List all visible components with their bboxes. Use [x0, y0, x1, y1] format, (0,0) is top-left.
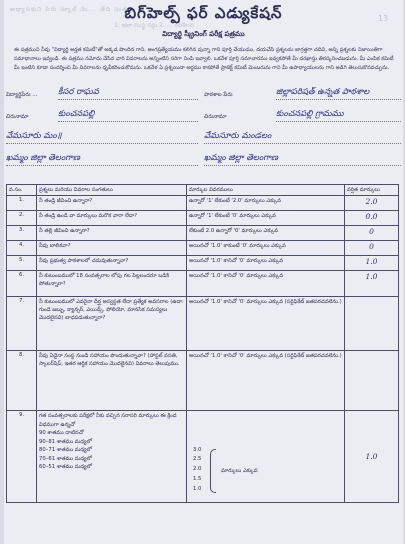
table-row [7, 271, 399, 297]
school-address-label: చిరునామా [204, 114, 227, 120]
row-number: 4. [7, 241, 37, 256]
grade-band: 90 శాతము దాటినచో [39, 430, 84, 436]
table-row [7, 226, 399, 241]
table-row [7, 211, 399, 226]
col-header-question: ప్రశ్నలు మరియు వివరాల సంగతులు [37, 185, 187, 196]
form-row-mandal [6, 131, 401, 146]
scale-value: 3.0 [193, 447, 202, 453]
row-question: నీ తల్లి జీవించి ఉన్నారా? [37, 226, 187, 241]
school-district-value[interactable]: ఖమ్మం జిల్లా తెలంగాణ [204, 153, 401, 166]
row-marks-rule: అయినచో '1.0' కానిచో '0' మార్కులు ఎక్కువ (సర్టిఫికేట్‌ జతపరచవలెను.) [187, 297, 345, 351]
student-details-form [6, 86, 401, 184]
bleed-number: 13 [378, 14, 389, 23]
address-label: చిరునామా [6, 114, 29, 120]
row-question: నీ తండ్రి జీవించి ఉన్నారా? [37, 196, 187, 211]
scale-value: 2.5 [193, 456, 202, 462]
row-marks-rule: ఉన్నారో '1' లేకుంటే '2.0' మార్కులు ఎక్కువ [187, 196, 345, 211]
grade-band: 90–81 శాతము మధ్యలో [39, 438, 92, 445]
bleed-line-2: 1. ఇలా సంస్థ రద్దు 2. ... పరిశీలన [114, 22, 194, 29]
school-name-label: పాఠశాల పేరు [204, 92, 233, 98]
row-question: నీ తండ్రి ఉండి వా మార్కులు మరొక వారా లేదా? [37, 211, 187, 226]
row-question: నీవు ప్రభుత్వ పాఠశాలలో చదువుతున్నావా? [37, 256, 187, 271]
grade-band: 60–51 శాతము మధ్యలో [39, 464, 92, 470]
row-marks-rule: అయినచో '1.0' కానిచో '0' మార్కులు ఎక్కువ (సర్టిఫికేట్‌ జతపరచవలెను.) [187, 351, 345, 411]
table-row [7, 411, 399, 503]
row-question [37, 411, 187, 503]
document-sheet [4, 0, 403, 544]
row-score[interactable]: 1.0 [345, 411, 399, 503]
row-question: నీ కుటుంబములో ఎవరైనా దీర్ఘ అస్వస్థత లేదా ప్రత్యేక అవసరాల (ఉదా: గుండె జబ్బు, క్యాన్సర్‌, ఎయిడ్స్‌, పోలియో, మానసిక సమస్యలు మొదలైనవి) బాధపడుతున్నారా? [37, 297, 187, 351]
row-score[interactable]: 0.0 [345, 211, 399, 226]
row-score[interactable]: 0 [345, 226, 399, 241]
form-row-name [6, 87, 401, 102]
row-number: 7. [7, 297, 37, 351]
form-row-district [6, 153, 401, 168]
row-score[interactable]: 1.0 [345, 256, 399, 271]
row-question: నీవు ఏదైనా సంస్థ నుండి సహాయం పొందుతున్నావా? (హాస్టల్‌ వసతి, స్కాలర్‌షిప్‌, ఇతర ఆర్థిక సహాయం మొదలైనవి) వివరాలు తెలుపుము. [37, 351, 187, 411]
row-score[interactable]: 2.0 [345, 196, 399, 211]
school-address-value[interactable]: కుంచనపల్లి గ్రామము [276, 109, 401, 122]
grade-criteria-title: గత సంవత్సరాలకు పరీక్షలో నీకు వచ్చిన సరాసరి మార్కులు ఈ క్రింద విధముగా ఉన్నచో [39, 413, 177, 428]
form-row-address [6, 109, 401, 124]
table-row [7, 196, 399, 211]
scale-value: 1.5 [193, 476, 202, 482]
mandal-value[interactable]: వేమసూరు మం॥ [6, 131, 198, 144]
scale-value: 2.0 [193, 466, 202, 472]
row-number: 5. [7, 256, 37, 271]
col-header-sno: వ.సం. [7, 185, 37, 196]
col-header-score: వర్షిత మార్కులు [345, 185, 399, 196]
row-score[interactable] [345, 351, 399, 411]
brace-icon [210, 449, 216, 493]
marks-scale [193, 411, 283, 493]
address-value[interactable]: కుంచనపల్లి [58, 109, 198, 122]
row-marks-rule: ఉన్నారో '1' లేకుంటే '0' మార్కులు ఎక్కువ [187, 211, 345, 226]
grade-band: 70–61 శాతము మధ్యలో [39, 455, 92, 462]
row-marks-rule [187, 411, 345, 503]
instructions-paragraph: ఈ పత్రముని నీవు "విద్యార్థి అర్హత కమిటీ"తో అక్కడ పొందిన గాని, అంగప్రత్యేయము కలిగిన వున్నా గాని పూర్తి చేయుము, దయచేసి ప్రశ్నలను జాగ్రత్తగా చదివి, అన్ని ప్రశ్నలకు నిజాయితిగా సమాధానాలు ఇవ్వండి. ఈ పత్రము నమోదు చేసిన వారి వివరాలను అన్నింటిని సరిగా నింపి ఇవ్వాలి. ఒకవేళ పూర్తి సమాచారము ఇవ్వకపోతే మీ దరఖాస్తు తిరస్కరించబడును. మీ ఎంపిక కమిటీ మీ ఇంటిని కూడా సందర్శించి మీ వివరాలను ధృవీకరించుకొనును. ఒకవేళ ఏ ప్రశ్నయినా అర్థము కాకపోతే ప్రాజెక్ట్‌ కమిటీ మెంబరును గాని మీ ఉపాధ్యాయులను గాని అడిగి తెలుసుకొనవచ్చును. [14, 47, 394, 71]
student-name-value[interactable]: కీసర రాఘవ [58, 87, 198, 100]
col-header-marks: మార్కుల వివరములు [187, 185, 345, 196]
row-score[interactable] [345, 297, 399, 351]
scale-value: 1.0 [193, 486, 202, 492]
row-marks-rule: లేకుంటే 2.0 ఉన్నారో '0' మార్కులు ఎక్కువ [187, 226, 345, 241]
row-number: 3. [7, 226, 37, 241]
table-row [7, 241, 399, 256]
table-row [7, 256, 399, 271]
row-number: 6. [7, 271, 37, 297]
row-score[interactable]: 1.0 [345, 271, 399, 297]
table-row [7, 351, 399, 411]
row-marks-rule: అయినచో '1.0' కాకుంటే '0' మార్కులు ఎక్కువ [187, 241, 345, 256]
screening-table [6, 184, 399, 503]
school-mandal-value[interactable]: వేమసూరు మండలం [204, 131, 401, 144]
table-header-row [7, 185, 399, 196]
row-question: నీవు బాలికవా? [37, 241, 187, 256]
district-value[interactable]: ఖమ్మం జిల్లా తెలంగాణ [6, 153, 198, 166]
row-number: 1. [7, 196, 37, 211]
document-subtitle: విద్యార్థి స్క్రీనింగ్‌ పరీక్ష పత్రము [162, 30, 245, 38]
school-name-value[interactable]: జిల్లాపరిషత్‌ ఉన్నత పాఠశాల [276, 87, 401, 100]
row-marks-rule: అయినచో '1.0' కానిచో '0' మార్కులు ఎక్కువ [187, 256, 345, 271]
row-number: 2. [7, 211, 37, 226]
row-marks-rule: అయినచో '1.0' కానిచో '0' మార్కులు ఎక్కువ [187, 271, 345, 297]
row-score[interactable]: 0 [345, 241, 399, 256]
student-name-label: విద్యార్థిపేరు ... [6, 92, 38, 98]
row-number: 8. [7, 351, 37, 411]
table-row [7, 297, 399, 351]
row-number: 9. [7, 411, 37, 503]
bleed-line-1: అధ్యాపకుని పేరు స్కూల్‌ నెం... తేది సంతకం [10, 6, 136, 13]
row-question: నీ కుటుంబములో 18 సంవత్సరాల లోపు గల పిల్లలందరూ బడికి పోతున్నారా? [37, 271, 187, 297]
document-title: బిగ్‌హెల్ప్‌ ఫర్‌ ఎడ్యుకేషన్‌ [124, 4, 283, 22]
scale-note: మార్కులు ఎక్కువ [221, 468, 258, 474]
grade-band: 80–71 శాతము మధ్యలో [39, 447, 92, 453]
